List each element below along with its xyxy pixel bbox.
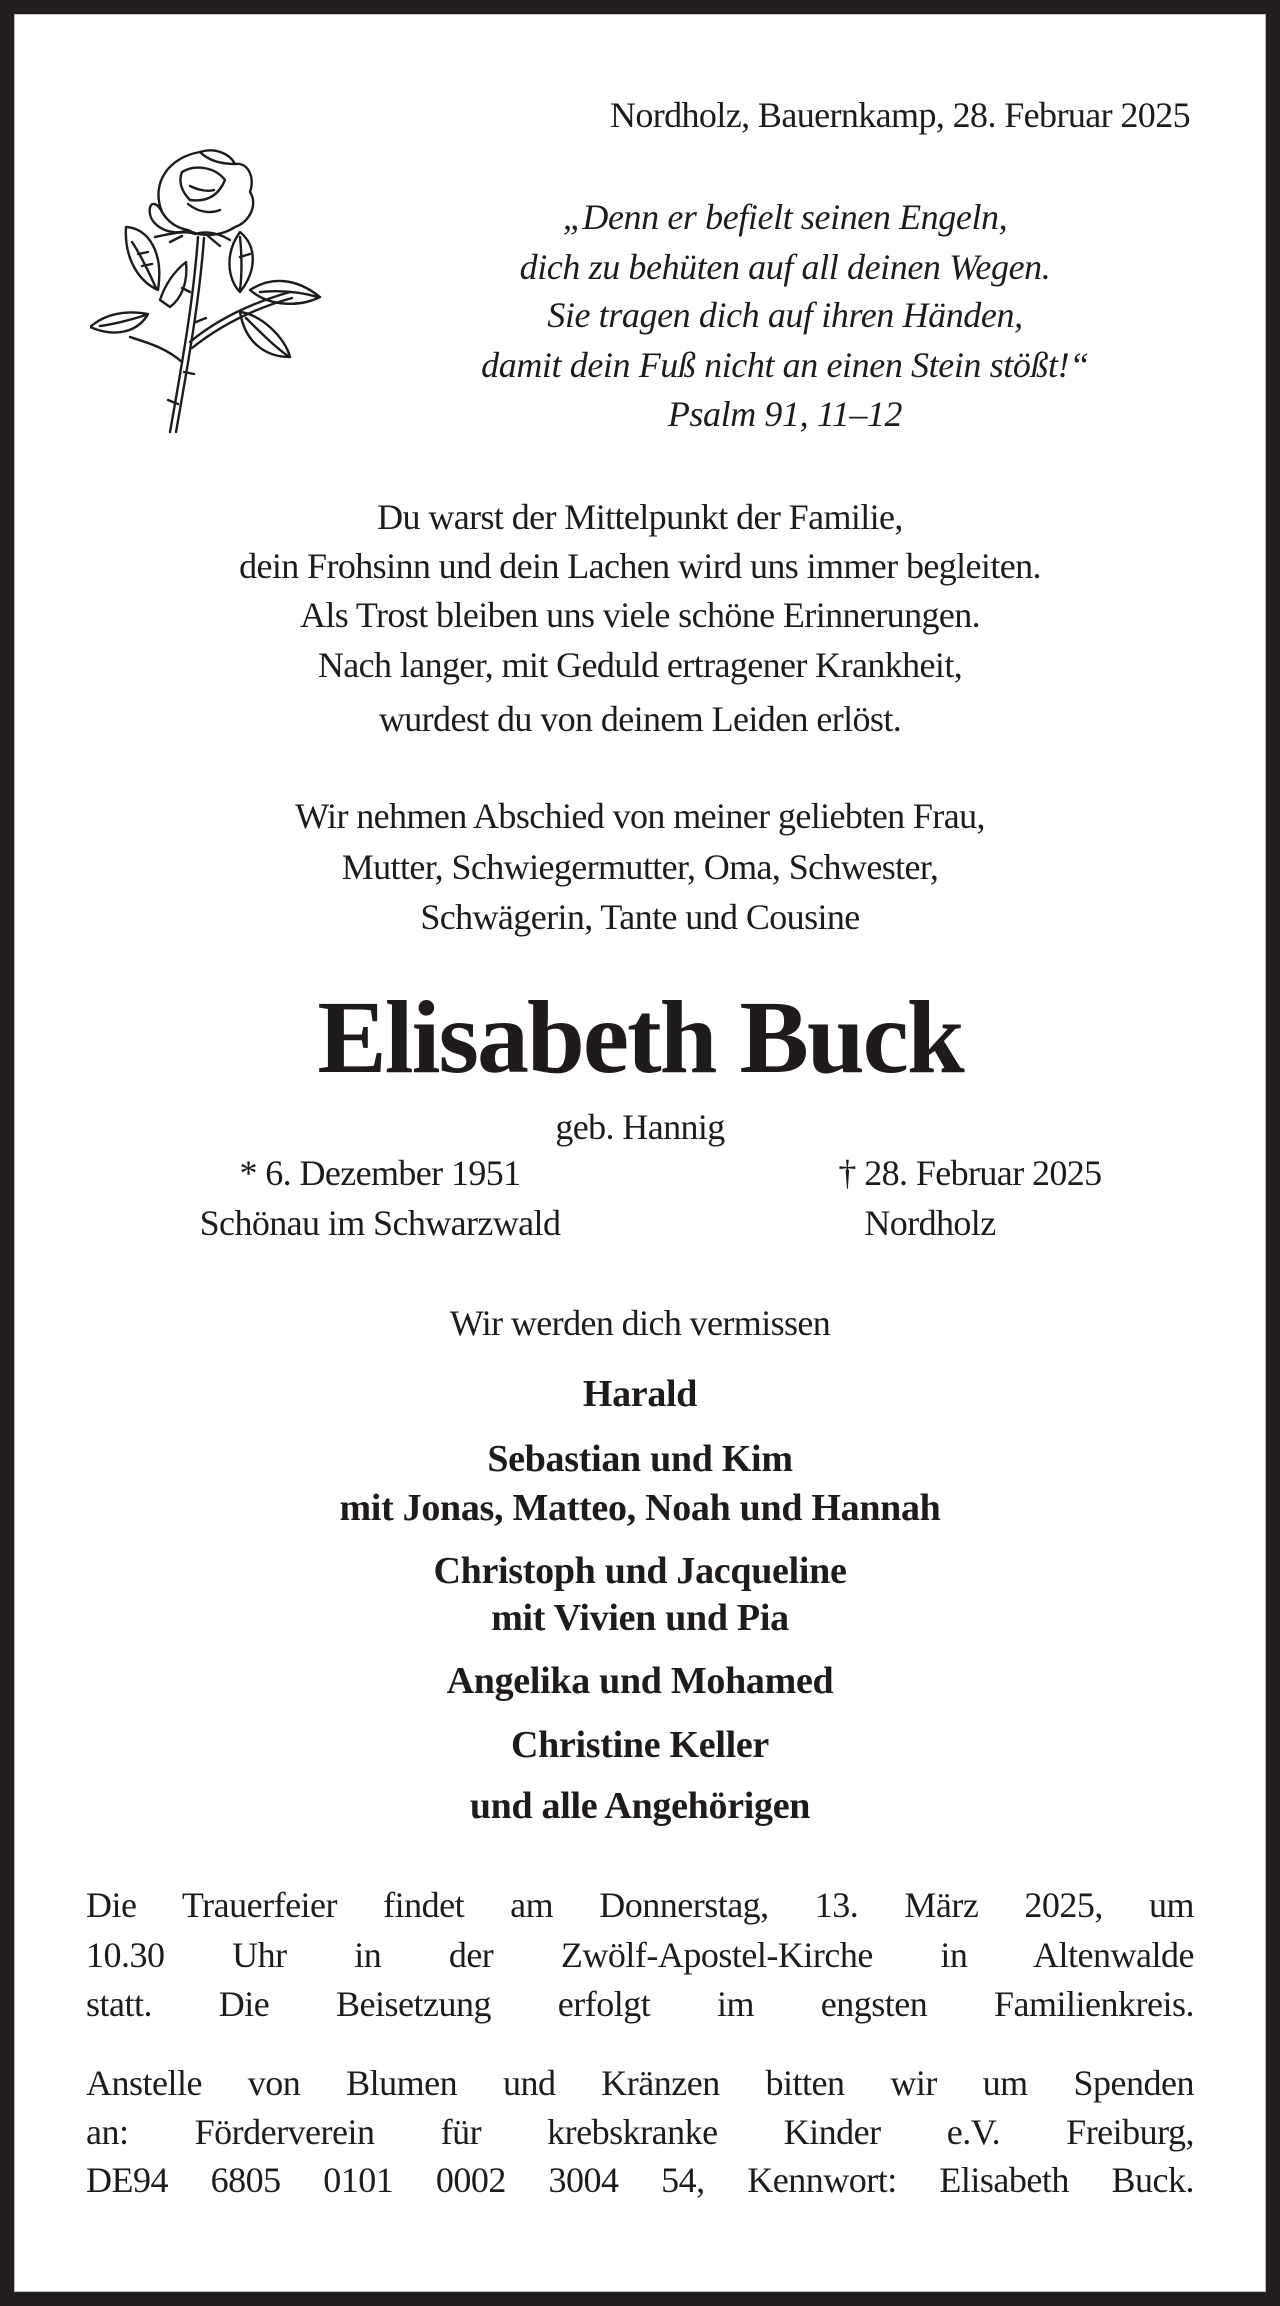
- tribute-line: Du warst der Mittelpunkt der Familie,: [377, 497, 903, 537]
- mourner-name: mit Vivien und Pia: [491, 1597, 789, 1639]
- mourner-name: mit Jonas, Matteo, Noah und Hannah: [339, 1487, 941, 1529]
- donation-line: Anstelle von Blumen und Kränzen bitten wir um Spenden: [86, 2063, 1194, 2103]
- donation-line: DE94 6805 0101 0002 3004 54, Kennwort: Elisabeth Buck.: [86, 2160, 1194, 2200]
- birth-place: Schönau im Schwarzwald: [199, 1203, 561, 1243]
- quote-source: Psalm 91, 11–12: [667, 394, 903, 434]
- death-place: Nordholz: [864, 1203, 996, 1243]
- quote-line: „Denn er befielt seinen Engeln,: [562, 197, 1008, 237]
- mourner-name: und alle Angehörigen: [469, 1785, 811, 1827]
- mourner-name: Harald: [582, 1373, 698, 1415]
- maiden-name: geb. Hannig: [555, 1107, 725, 1147]
- farewell-line: Schwägerin, Tante und Cousine: [420, 897, 860, 937]
- rose-icon: [90, 142, 326, 440]
- tribute-line: dein Frohsinn und dein Lachen wird uns immer begleiten.: [239, 546, 1041, 586]
- mourner-name: Christoph und Jacqueline: [433, 1550, 847, 1592]
- quote-line: Sie tragen dich auf ihren Händen,: [547, 295, 1023, 335]
- death-date: † 28. Februar 2025: [838, 1153, 1102, 1193]
- quote-line: damit dein Fuß nicht an einen Stein stößt!“: [481, 345, 1089, 385]
- donation-line: an: Förderverein für krebskranke Kinder e.V. Freiburg,: [86, 2112, 1194, 2152]
- mourners-intro: Wir werden dich vermissen: [449, 1303, 831, 1343]
- mourner-name: Christine Keller: [511, 1724, 769, 1766]
- mourner-name: Sebastian und Kim: [487, 1438, 793, 1480]
- birth-date: * 6. Dezember 1951: [239, 1153, 521, 1193]
- deceased-name: Elisabeth Buck: [317, 980, 963, 1095]
- farewell-line: Wir nehmen Abschied von meiner geliebten Frau,: [295, 796, 985, 836]
- funeral-line: Die Trauerfeier findet am Donnerstag, 13. März 2025, um: [86, 1885, 1194, 1925]
- mourner-name: Angelika und Mohamed: [446, 1660, 834, 1702]
- tribute-line: Als Trost bleiben uns viele schöne Erinnerungen.: [299, 595, 981, 635]
- tribute-line: wurdest du von deinem Leiden erlöst.: [378, 699, 902, 739]
- farewell-line: Mutter, Schwiegermutter, Oma, Schwester,: [341, 847, 939, 887]
- quote-line: dich zu behüten auf all deinen Wegen.: [519, 247, 1051, 287]
- place-date: Nordholz, Bauernkamp, 28. Februar 2025: [609, 95, 1190, 135]
- funeral-line: 10.30 Uhr in der Zwölf-Apostel-Kirche in Altenwalde: [86, 1935, 1194, 1975]
- tribute-line: Nach langer, mit Geduld ertragener Krankheit,: [317, 645, 963, 685]
- funeral-line: statt. Die Beisetzung erfolgt im engsten Familienkreis.: [86, 1984, 1194, 2024]
